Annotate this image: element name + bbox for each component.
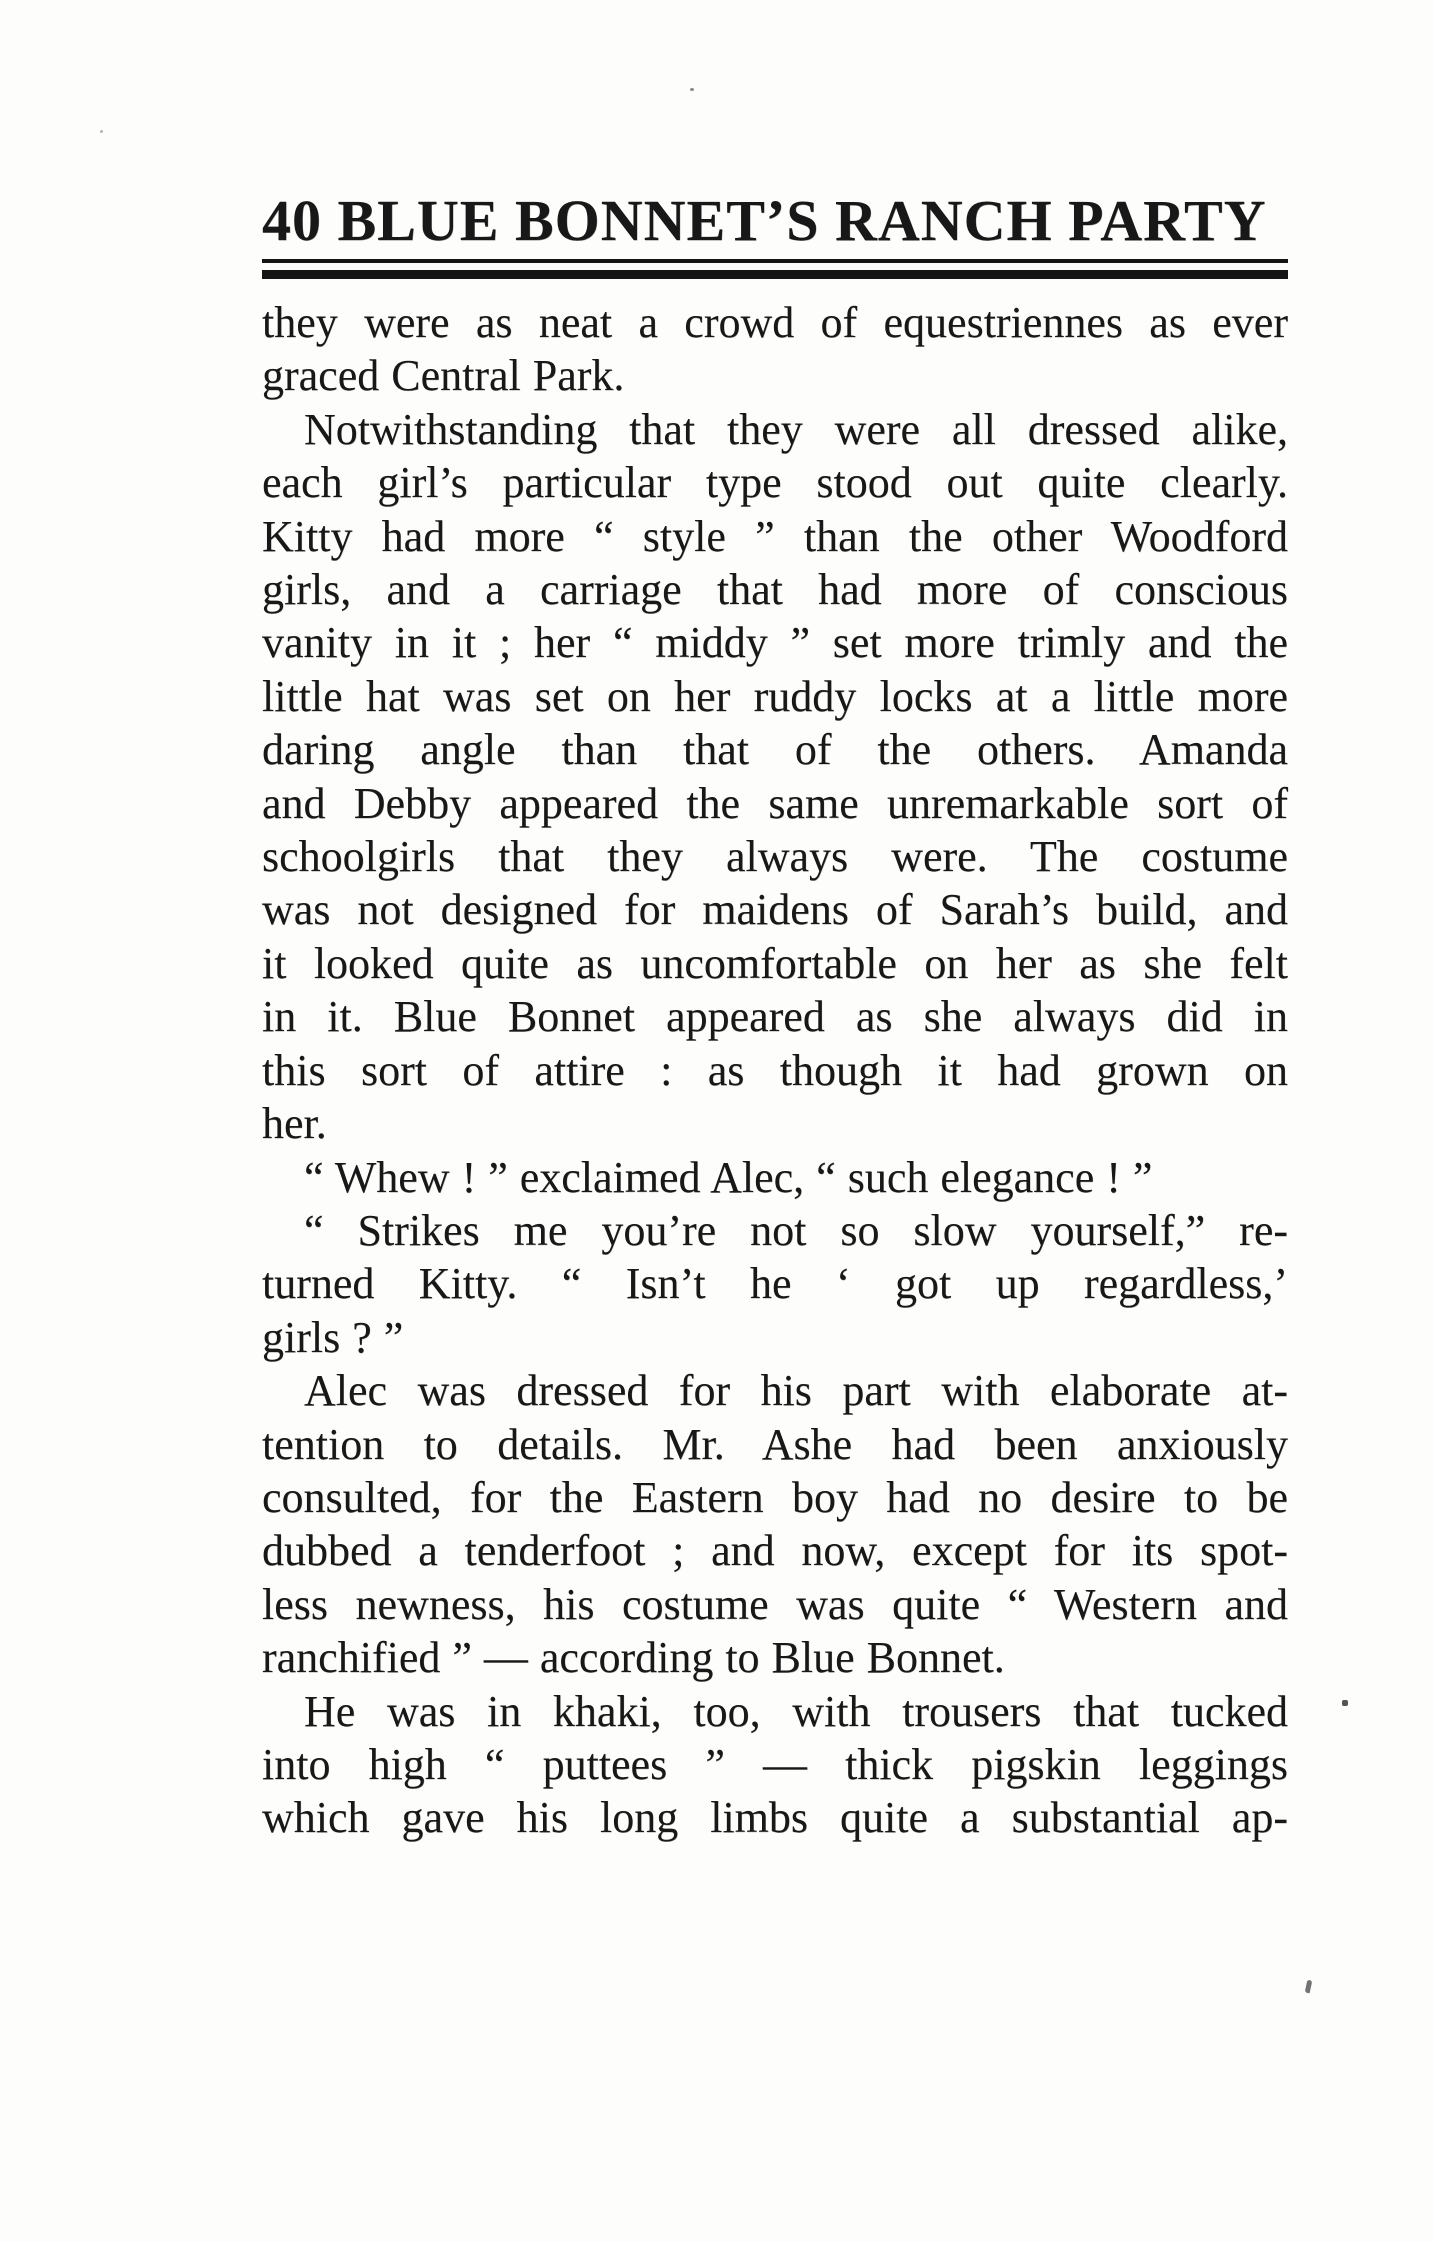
- text-line: it looked quite as uncomfortable on her as she felt: [262, 938, 1288, 988]
- text-line: this sort of attire : as though it had grown on: [262, 1045, 1288, 1095]
- header-rule-top: [262, 259, 1288, 263]
- header-rule-bottom: [262, 270, 1288, 279]
- print-artifact: [100, 130, 103, 133]
- text-line: each girl’s particular type stood out quite clearly.: [262, 458, 1288, 508]
- text-line: less newness, his costume was quite “ Western and: [262, 1579, 1288, 1629]
- print-artifact: [690, 88, 694, 91]
- text-line: schoolgirls that they always were. The costume: [262, 832, 1288, 882]
- text-line: daring angle than that of the others. Amanda: [262, 725, 1288, 775]
- text-line: “ Whew ! ” exclaimed Alec, “ such elegance ! ”: [304, 1152, 1153, 1202]
- print-artifact: [1342, 1700, 1348, 1706]
- text-line: was not designed for maidens of Sarah’s build, and: [262, 885, 1288, 935]
- text-line: they were as neat a crowd of equestriennes as ever: [262, 298, 1288, 347]
- text-line: Kitty had more “ style ” than the other Woodford: [262, 511, 1288, 561]
- text-line: girls, and a carriage that had more of conscious: [262, 565, 1288, 615]
- text-line: Alec was dressed for his part with elaborate at-: [304, 1366, 1288, 1416]
- text-line: girls ? ”: [262, 1312, 404, 1362]
- text-line: into high “ puttees ” — thick pigskin leggings: [262, 1739, 1288, 1789]
- text-line: He was in khaki, too, with trousers that tucked: [304, 1686, 1288, 1736]
- text-line: tention to details. Mr. Ashe had been anxiously: [262, 1419, 1288, 1469]
- text-line: her.: [262, 1099, 327, 1149]
- text-line: consulted, for the Eastern boy had no desire to be: [262, 1472, 1288, 1522]
- text-line: ranchified ” — according to Blue Bonnet.: [262, 1633, 1005, 1683]
- text-line: little hat was set on her ruddy locks at a little more: [262, 671, 1288, 721]
- text-line: turned Kitty. “ Isn’t he ‘ got up regardless,’: [262, 1259, 1288, 1309]
- text-line: Notwithstanding that they were all dressed alike,: [304, 404, 1288, 454]
- text-line: in it. Blue Bonnet appeared as she always did in: [262, 992, 1288, 1042]
- running-header: [262, 190, 1288, 252]
- text-line: graced Central Park.: [262, 351, 625, 401]
- text-line: which gave his long limbs quite a substantial ap-: [262, 1793, 1288, 1843]
- page-number: 40: [262, 188, 322, 253]
- running-title: BLUE BONNET’S RANCH PARTY: [337, 188, 1267, 253]
- text-line: and Debby appeared the same unremarkable sort of: [262, 778, 1288, 828]
- text-line: dubbed a tenderfoot ; and now, except for its spot-: [262, 1526, 1288, 1576]
- text-line: “ Strikes me you’re not so slow yourself,” re-: [304, 1205, 1288, 1255]
- body-text: [262, 296, 1288, 1845]
- text-line: vanity in it ; her “ middy ” set more trimly and the: [262, 618, 1288, 668]
- print-artifact: [1305, 1980, 1313, 1994]
